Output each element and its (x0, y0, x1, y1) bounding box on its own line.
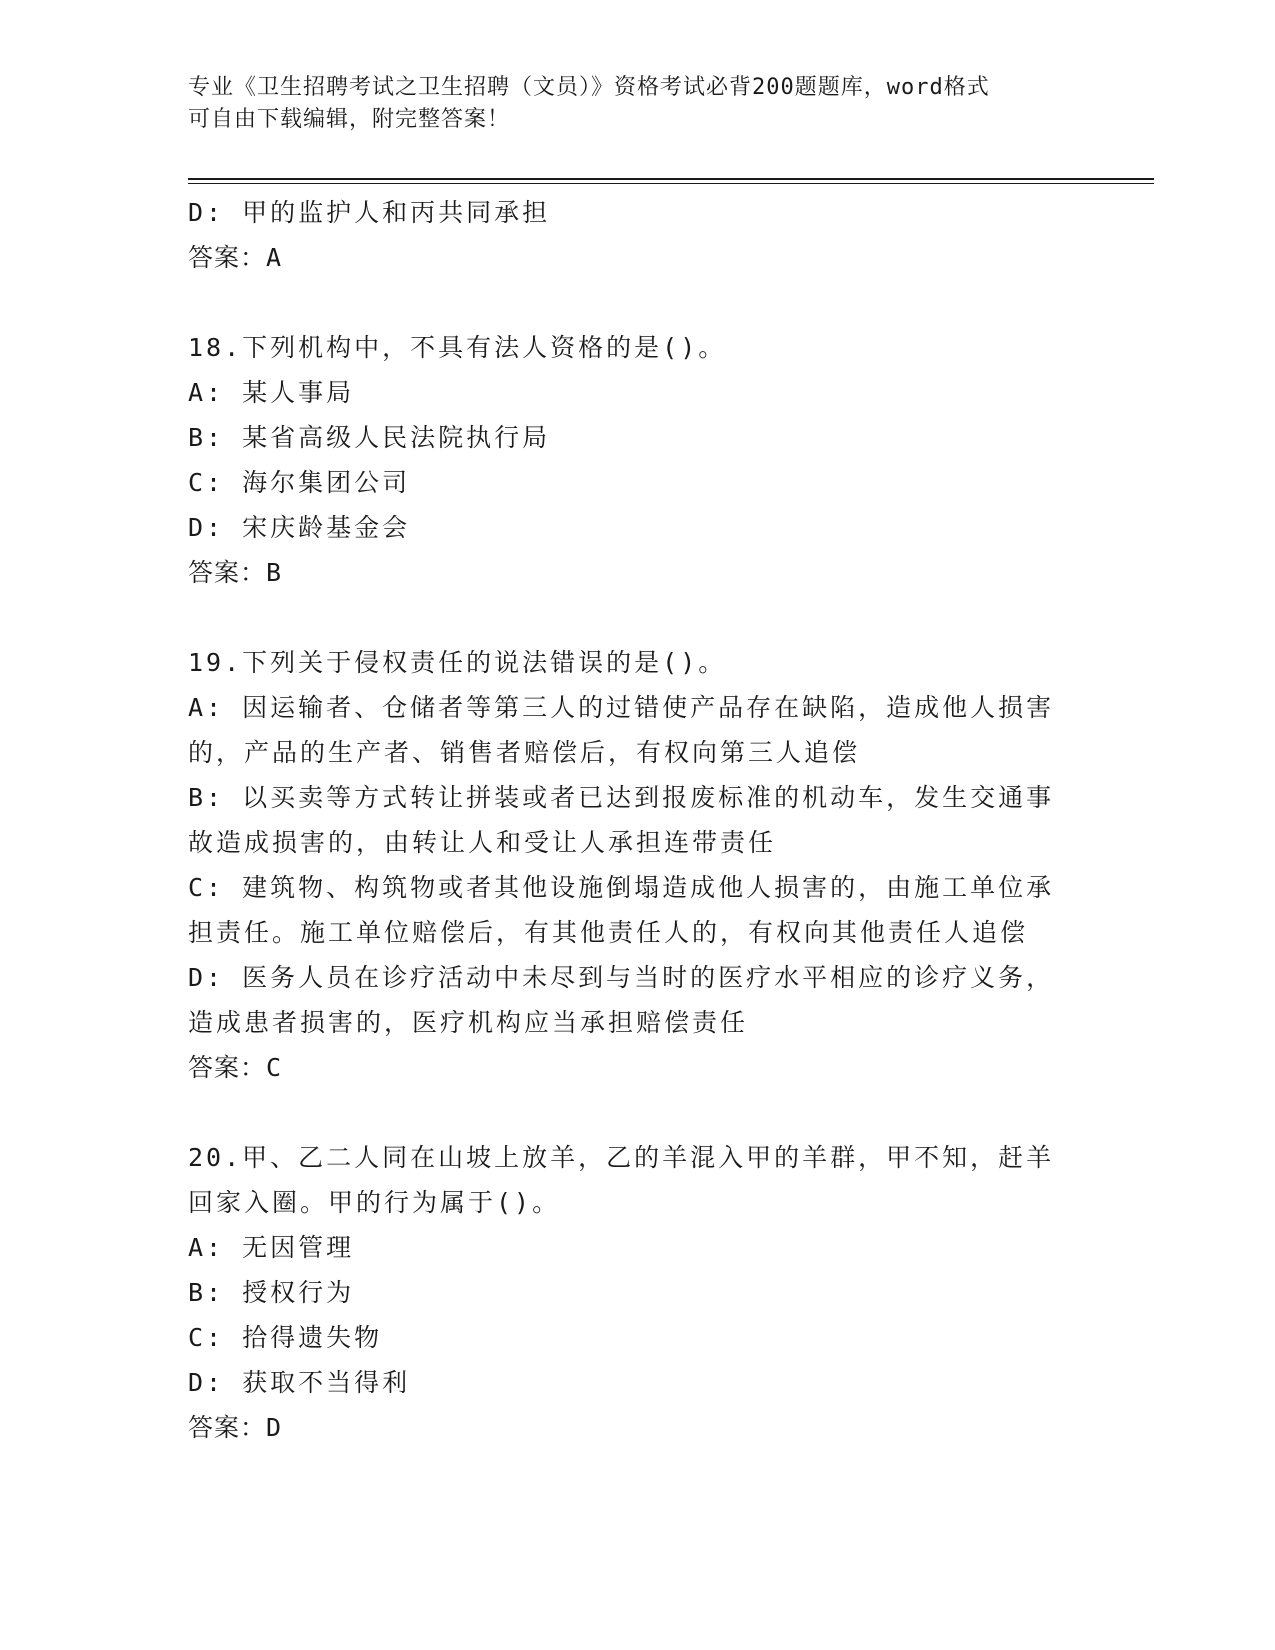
document-header (188, 72, 1088, 136)
answer-line (188, 1045, 1088, 1090)
header-divider-thin (188, 183, 1154, 184)
option-b-line-2: 故造成损害的，由转让人和受让人承担连带责任 (188, 828, 777, 857)
answer-label: 答案： (188, 243, 267, 272)
answer-line (188, 550, 1088, 595)
question-20 (188, 1135, 1088, 1450)
question-stem-line-1: 20.甲、乙二人同在山坡上放羊，乙的羊混入甲的羊群，甲不知，赶羊 (188, 1143, 1055, 1172)
document-body (188, 190, 1088, 1450)
spacer (188, 1090, 1088, 1135)
option-d-line-2: 造成患者损害的，医疗机构应当承担赔偿责任 (188, 1008, 749, 1037)
header-line-2: 可自由下载编辑，附完整答案！ (188, 107, 511, 132)
header-divider-thick (188, 178, 1154, 180)
option-d: D: 甲的监护人和丙共同承担 (188, 198, 551, 227)
question-stem: 19.下列关于侵权责任的说法错误的是()。 (188, 648, 727, 677)
question-stem-line-2: 回家入圈。甲的行为属于()。 (188, 1188, 561, 1217)
answer-value: A (266, 243, 283, 272)
option-c-line-1: C: 建筑物、构筑物或者其他设施倒塌造成他人损害的，由施工单位承 (188, 873, 1055, 902)
option-a: A: 无因管理 (188, 1233, 355, 1262)
answer-label: 答案： (188, 1413, 267, 1442)
header-line-1: 专业《卫生招聘考试之卫生招聘（文员）》资格考试必背200题题库，word格式 (188, 75, 990, 100)
option-a-line-2: 的，产品的生产者、销售者赔偿后，有权向第三人追偿 (188, 738, 861, 767)
answer-line (188, 235, 1088, 280)
question-18 (188, 325, 1088, 595)
option-c: C: 海尔集团公司 (188, 468, 411, 497)
answer-label: 答案： (188, 1053, 267, 1082)
option-b: B: 授权行为 (188, 1278, 355, 1307)
question-19 (188, 640, 1088, 1090)
option-b: B: 某省高级人民法院执行局 (188, 423, 551, 452)
option-c-line-2: 担责任。施工单位赔偿后，有其他责任人的，有权向其他责任人追偿 (188, 918, 1029, 947)
option-d: D: 宋庆龄基金会 (188, 513, 411, 542)
spacer (188, 280, 1088, 325)
answer-label: 答案： (188, 558, 267, 587)
option-c: C: 拾得遗失物 (188, 1323, 383, 1352)
question-17-tail (188, 190, 1088, 280)
answer-value: C (266, 1053, 283, 1082)
answer-value: B (266, 558, 283, 587)
spacer (188, 595, 1088, 640)
answer-line (188, 1405, 1088, 1450)
option-a: A: 某人事局 (188, 378, 355, 407)
answer-value: D (266, 1413, 283, 1442)
question-stem: 18.下列机构中，不具有法人资格的是()。 (188, 333, 727, 362)
option-d: D: 获取不当得利 (188, 1368, 411, 1397)
option-b-line-1: B: 以买卖等方式转让拼装或者已达到报废标准的机动车，发生交通事 (188, 783, 1055, 812)
option-d-line-1: D: 医务人员在诊疗活动中未尽到与当时的医疗水平相应的诊疗义务， (188, 963, 1055, 992)
option-a-line-1: A: 因运输者、仓储者等第三人的过错使产品存在缺陷，造成他人损害 (188, 693, 1055, 722)
